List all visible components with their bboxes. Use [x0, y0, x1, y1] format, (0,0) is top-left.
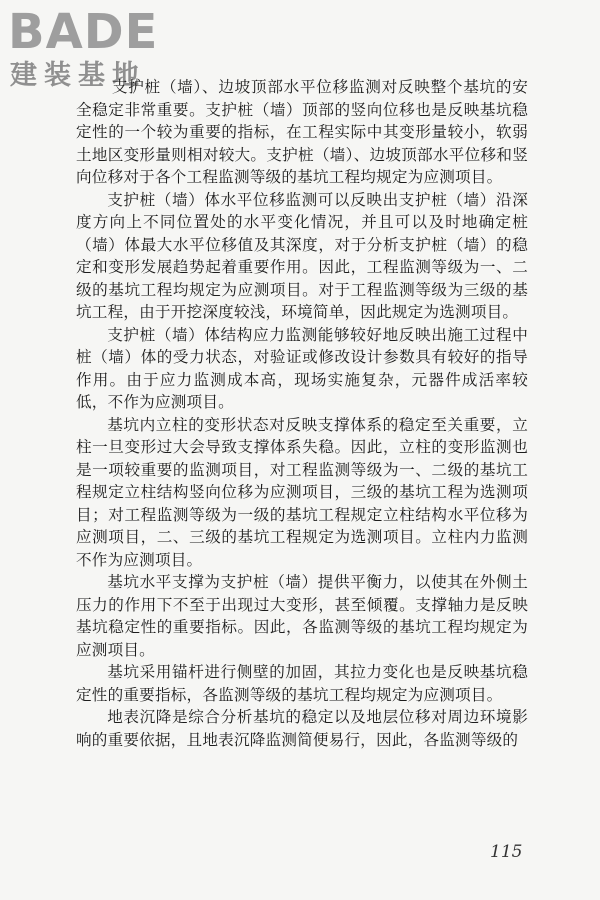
paragraph: 支护桩（墙）体结构应力监测能够较好地反映出施工过程中桩（墙）体的受力状态，对验证或修改设计参数具有较好的指导作用。由于应力监测成本高，现场实施复杂，元器件成活率较低，不作为应测项目。 — [76, 325, 528, 411]
page-body — [76, 76, 528, 751]
page-number: 115 — [490, 842, 523, 862]
logo-mark: BADE — [8, 4, 159, 60]
paragraph: 支护桩（墙）、边坡顶部水平位移监测对反映整个基坑的安全稳定非常重要。支护桩（墙）顶部的竖向位移也是反映基坑稳定性的一个较为重要的指标，在工程实际中其变形量较小，软弱土地区变形量则相对较大。支护桩（墙）、边坡顶部水平位移和竖向位移对于各个工程监测等级的基坑工程均规定为应测项目。 — [76, 78, 528, 186]
paragraph: 基坑内立柱的变形状态对反映支撑体系的稳定至关重要，立柱一旦变形过大会导致支撑体系失稳。因此，立柱的变形监测也是一项较重要的监测项目，对工程监测等级为一、二级的基坑工程规定立柱结构竖向位移为应测项目，三级的基坑工程为选测项目；对工程监测等级为一级的基坑工程规定立柱结构水平位移为应测项目，二、三级的基坑工程规定为选测项目。立柱内力监测不作为应测项目。 — [76, 415, 528, 569]
paragraph: 支护桩（墙）体水平位移监测可以反映出支护桩（墙）沿深度方向上不同位置处的水平变化情况，并且可以及时地确定桩（墙）体最大水平位移值及其深度，对于分析支护桩（墙）的稳定和变形发展趋势起着重要作用。因此，工程监测等级为一、二级的基坑工程均规定为应测项目。对于工程监测等级为三级的基坑工程，由于开挖深度较浅，环境简单，因此规定为选测项目。 — [76, 190, 528, 321]
logo-subtitle: 建装基地 — [10, 60, 146, 91]
paragraph: 地表沉降是综合分析基坑的稳定以及地层位移对周边环境影响的重要依据，且地表沉降监测简便易行，因此，各监测等级的 — [76, 708, 528, 749]
paragraph: 基坑采用锚杆进行侧壁的加固，其拉力变化也是反映基坑稳定性的重要指标，各监测等级的基坑工程均规定为应测项目。 — [76, 663, 528, 704]
paragraph: 基坑水平支撑为支护桩（墙）提供平衡力，以使其在外侧土压力的作用下不至于出现过大变形，甚至倾覆。支撑轴力是反映基坑稳定性的重要指标。因此，各监测等级的基坑工程均规定为应测项目。 — [76, 573, 528, 659]
